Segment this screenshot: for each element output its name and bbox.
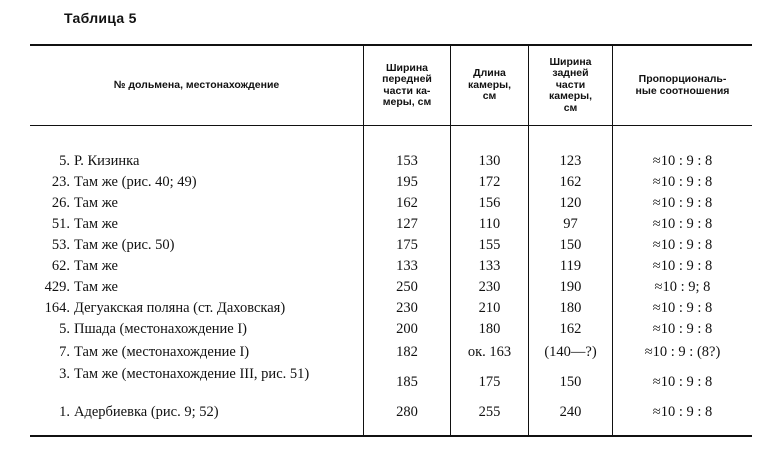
row-location: Дегуакская поляна (ст. Даховская) <box>74 300 286 316</box>
row-number: 1. <box>59 404 70 420</box>
row-back-width: 120 <box>559 195 582 211</box>
row-number: 7. <box>59 344 70 360</box>
row-chamber-length: ок. 163 <box>467 344 512 360</box>
row-back-width: 150 <box>559 374 582 390</box>
row-front-width: 182 <box>396 344 418 360</box>
row-proportion: ≈10 : 9 : 8 <box>652 321 713 337</box>
row-location: Там же (местонахождение III, рис. 51) <box>74 366 310 382</box>
row-proportion: ≈10 : 9 : 8 <box>652 300 713 316</box>
row-chamber-length: 155 <box>478 237 501 253</box>
row-chamber-length: 180 <box>478 321 501 337</box>
row-location: Там же <box>74 216 118 232</box>
row-number: 5. <box>59 321 70 337</box>
row-back-width: 240 <box>559 404 582 420</box>
row-location: Р. Кизинка <box>74 153 140 169</box>
row-number: 164. <box>44 300 70 316</box>
row-proportion: ≈10 : 9 : 8 <box>652 258 713 274</box>
table-caption: Таблица 5 <box>64 10 137 26</box>
row-front-width: 200 <box>396 321 418 337</box>
row-chamber-length: 175 <box>478 374 501 390</box>
row-number: 5. <box>59 153 70 169</box>
row-chamber-length: 130 <box>478 153 501 169</box>
header-rule <box>30 125 752 126</box>
row-back-width: 119 <box>559 258 582 274</box>
row-front-width: 162 <box>396 195 418 211</box>
row-back-width: 162 <box>559 174 582 190</box>
row-front-width: 195 <box>396 174 418 190</box>
row-location: Пшада (местонахождение I) <box>74 321 247 337</box>
row-chamber-length: 230 <box>478 279 501 295</box>
row-proportion: ≈10 : 9; 8 <box>654 279 711 295</box>
header-chamber-length: Длина камеры, см <box>468 67 511 103</box>
row-location: Там же <box>74 258 118 274</box>
row-location: Там же (рис. 40; 49) <box>74 174 197 190</box>
row-front-width: 230 <box>396 300 418 316</box>
row-location: Там же (местонахождение I) <box>74 344 250 360</box>
row-front-width: 133 <box>396 258 418 274</box>
row-proportion: ≈10 : 9 : 8 <box>652 216 713 232</box>
row-location: Там же (рис. 50) <box>74 237 175 253</box>
header-dolmen-location: № дольмена, местонахождение <box>113 78 280 91</box>
row-back-width: 180 <box>559 300 582 316</box>
row-back-width: (140—?) <box>544 344 597 360</box>
row-proportion: ≈10 : 9 : 8 <box>652 195 713 211</box>
row-proportion: ≈10 : 9 : 8 <box>652 237 713 253</box>
row-proportion: ≈10 : 9 : 8 <box>652 174 713 190</box>
row-front-width: 185 <box>396 374 418 390</box>
bottom-rule <box>30 435 752 437</box>
row-back-width: 150 <box>559 237 582 253</box>
row-back-width: 190 <box>559 279 582 295</box>
row-back-width: 162 <box>559 321 582 337</box>
row-chamber-length: 156 <box>478 195 501 211</box>
row-front-width: 153 <box>396 153 418 169</box>
header-front-width: Ширина передней части ка- меры, см <box>382 61 432 108</box>
row-front-width: 280 <box>396 404 418 420</box>
row-chamber-length: 110 <box>478 216 501 232</box>
row-chamber-length: 172 <box>478 174 501 190</box>
row-proportion: ≈10 : 9 : (8?) <box>644 344 721 360</box>
header-proportions: Пропорциональ- ные соотношения <box>635 73 730 97</box>
row-number: 26. <box>51 195 70 211</box>
row-number: 51. <box>51 216 70 232</box>
row-number: 429. <box>44 279 70 295</box>
row-front-width: 250 <box>396 279 418 295</box>
row-chamber-length: 255 <box>478 404 501 420</box>
row-number: 62. <box>51 258 70 274</box>
row-location: Там же <box>74 195 118 211</box>
row-back-width: 123 <box>559 153 582 169</box>
row-chamber-length: 133 <box>478 258 501 274</box>
row-front-width: 127 <box>396 216 418 232</box>
row-number: 23. <box>51 174 70 190</box>
row-chamber-length: 210 <box>478 300 501 316</box>
header-back-width: Ширина задней части камеры, см <box>549 55 592 114</box>
row-proportion: ≈10 : 9 : 8 <box>652 404 713 420</box>
row-number: 53. <box>51 237 70 253</box>
row-location: Адербиевка (рис. 9; 52) <box>74 404 219 420</box>
row-proportion: ≈10 : 9 : 8 <box>652 153 713 169</box>
row-back-width: 97 <box>563 216 578 232</box>
row-location: Там же <box>74 279 118 295</box>
row-proportion: ≈10 : 9 : 8 <box>652 374 713 390</box>
row-front-width: 175 <box>396 237 418 253</box>
row-number: 3. <box>59 366 70 382</box>
